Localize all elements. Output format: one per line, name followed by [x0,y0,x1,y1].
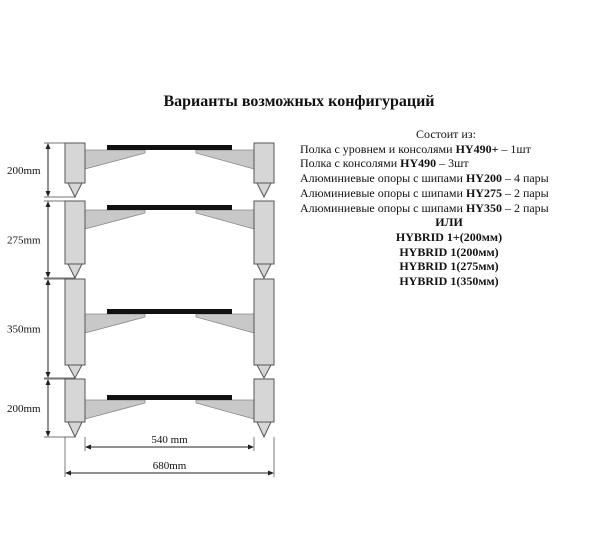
height-dimension-arrow-head [46,372,51,378]
right-leg [254,143,274,183]
option-item: HYBRID 1(350мм) [399,274,499,289]
item-qty: – 1шт [498,141,531,156]
option-item: HYBRID 1+(200мм) [395,229,503,244]
console-arm [85,210,145,229]
height-dimension-arrow-head [46,379,51,385]
item-code: HY200 [465,171,502,186]
spike [257,183,271,197]
height-dimension-arrow-head [46,143,51,149]
height-dimension-arrow-head [46,201,51,207]
console-arm [196,150,254,169]
or-label: ИЛИ [435,215,463,230]
left-leg [65,143,85,183]
console-arm [85,150,145,169]
item-text: Алюминиевые опоры с шипами [300,185,466,200]
height-dimension-arrow-head [46,191,51,197]
inner-width-arrow-head [85,445,91,450]
shelf-bar [107,145,232,150]
shelf-bar [107,395,232,400]
height-dimension-arrow-head [46,272,51,278]
level-height-label: 350mm [7,323,41,336]
spike [257,264,271,278]
shelf-bar [107,205,232,210]
left-leg [65,201,85,264]
level-height-label: 275mm [7,234,41,247]
diagram-title: Варианты возможных конфигураций [163,93,435,110]
spike [68,422,82,437]
item-text: Алюминиевые опоры с шипами [300,200,466,215]
item-text: Полка с консолями [300,156,401,171]
option-item: HYBRID 1(200мм) [399,244,499,259]
level-height-label: 200mm [7,165,41,177]
item-code: HY490 [400,156,437,171]
right-leg [254,201,274,264]
inner-width-label: 540 mm [151,434,188,446]
level-height-label: 200mm [7,403,41,415]
right-leg [254,379,274,422]
item-qty: – 2 пары [501,200,549,215]
item-code: HY275 [465,185,502,200]
item-code: HY350 [465,200,502,215]
height-dimension-arrow-head [46,431,51,437]
spike [257,365,271,378]
item-qty: – 3шт [436,156,469,171]
console-arm [196,314,254,333]
height-dimension-arrow-head [46,279,51,285]
composition-intro: Состоит из: [416,127,476,141]
inner-width-arrow-head [248,445,254,450]
outer-width-arrow-head [268,471,274,476]
item-qty: – 2 пары [501,185,549,200]
item-text: Алюминиевые опоры с шипами [300,171,466,186]
outer-width-label: 680mm [152,460,187,472]
left-leg [65,279,85,365]
console-arm [85,314,145,333]
spike [68,183,82,197]
console-arm [196,400,254,419]
spike [257,422,271,437]
right-leg [254,279,274,365]
item-code: HY490+ [455,141,499,156]
outer-width-arrow-head [65,471,71,476]
item-text: Полка с уровнем и консолями [300,141,456,156]
spike [68,264,82,278]
spike [68,365,82,378]
console-arm [85,400,145,419]
shelf-bar [107,309,232,314]
option-item: HYBRID 1(275мм) [399,259,499,274]
console-arm [196,210,254,229]
item-qty: – 4 пары [501,171,549,186]
left-leg [65,379,85,422]
